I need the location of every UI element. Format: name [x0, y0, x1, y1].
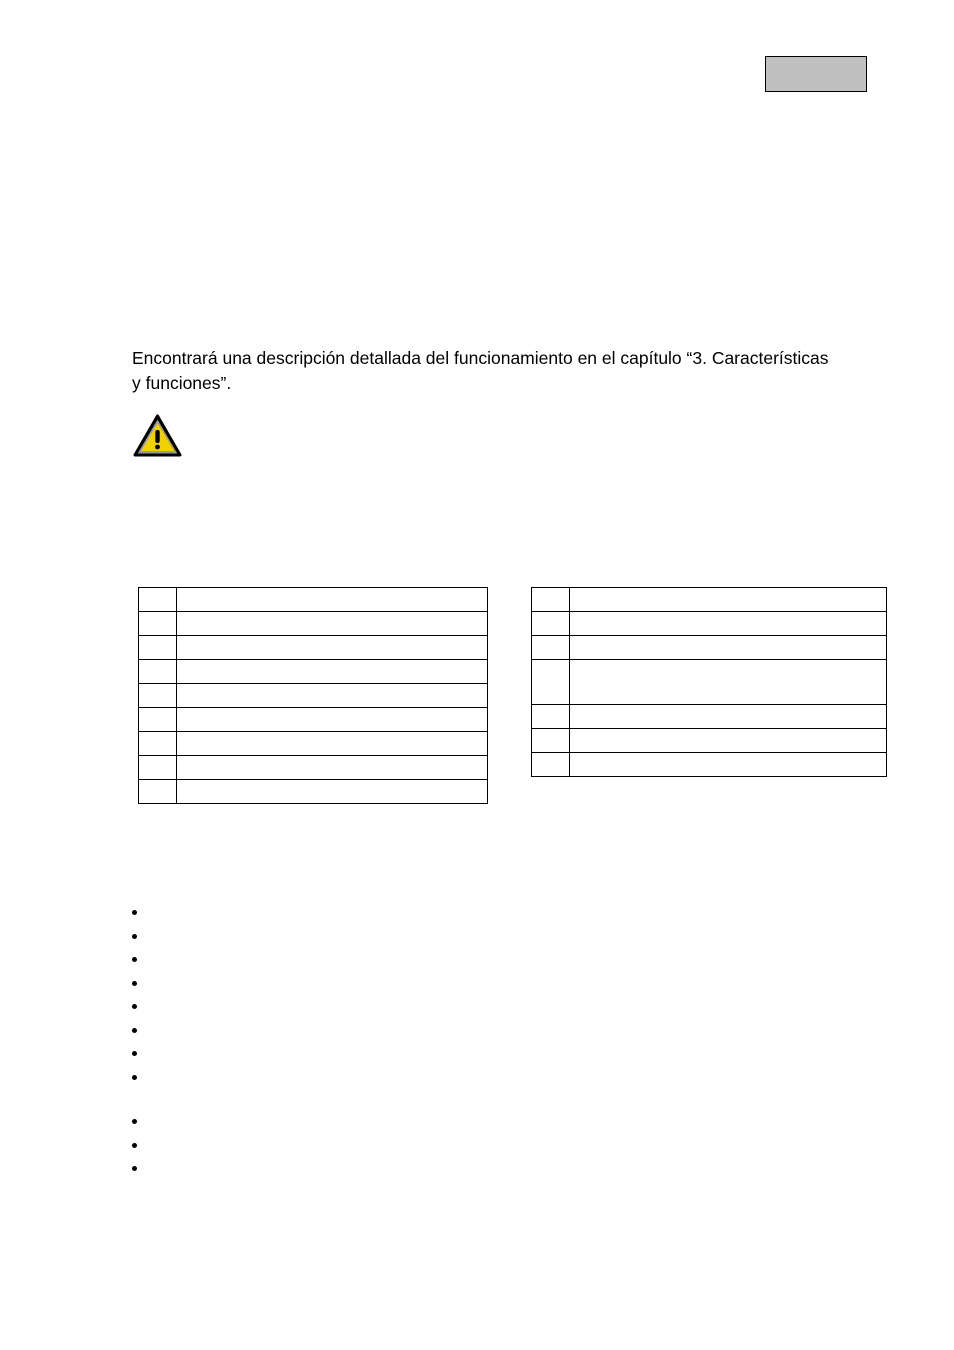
table-row — [139, 588, 488, 612]
part-number — [139, 732, 177, 756]
part-label — [177, 708, 488, 732]
table-row — [532, 660, 887, 705]
part-label — [177, 660, 488, 684]
part-label — [177, 612, 488, 636]
part-number — [532, 612, 570, 636]
table-row — [139, 756, 488, 780]
table-row — [139, 684, 488, 708]
part-number — [139, 756, 177, 780]
part-label — [570, 753, 887, 777]
part-number — [532, 753, 570, 777]
part-label — [177, 588, 488, 612]
part-label — [177, 732, 488, 756]
language-label-box — [765, 56, 867, 92]
table-row — [532, 588, 887, 612]
part-label — [177, 684, 488, 708]
parts-table-left — [138, 587, 488, 804]
parts-table-right — [531, 587, 887, 777]
part-label — [570, 636, 887, 660]
intro-paragraph: Encontrará una descripción detallada del funcionamiento en el capítulo “3. Características y funciones”. — [132, 348, 829, 393]
part-number — [532, 729, 570, 753]
table-row — [532, 729, 887, 753]
part-label — [570, 705, 887, 729]
warning-triangle-icon — [132, 413, 183, 458]
part-label — [177, 636, 488, 660]
table-row — [139, 660, 488, 684]
table-row — [139, 708, 488, 732]
table-row — [139, 780, 488, 804]
part-label — [177, 780, 488, 804]
table-row — [139, 732, 488, 756]
part-number — [532, 705, 570, 729]
part-number — [139, 636, 177, 660]
part-number — [139, 708, 177, 732]
table-row — [532, 636, 887, 660]
table-row — [532, 612, 887, 636]
part-label — [570, 660, 887, 705]
part-number — [532, 660, 570, 705]
part-label — [570, 612, 887, 636]
table-row — [139, 612, 488, 636]
table-row — [139, 636, 488, 660]
part-number — [139, 684, 177, 708]
part-label — [570, 588, 887, 612]
part-number — [139, 588, 177, 612]
part-number — [532, 636, 570, 660]
table-row — [532, 753, 887, 777]
part-number — [139, 612, 177, 636]
part-label — [177, 756, 488, 780]
part-number — [139, 780, 177, 804]
part-label — [570, 729, 887, 753]
table-row — [532, 705, 887, 729]
part-number — [139, 660, 177, 684]
part-number — [532, 588, 570, 612]
